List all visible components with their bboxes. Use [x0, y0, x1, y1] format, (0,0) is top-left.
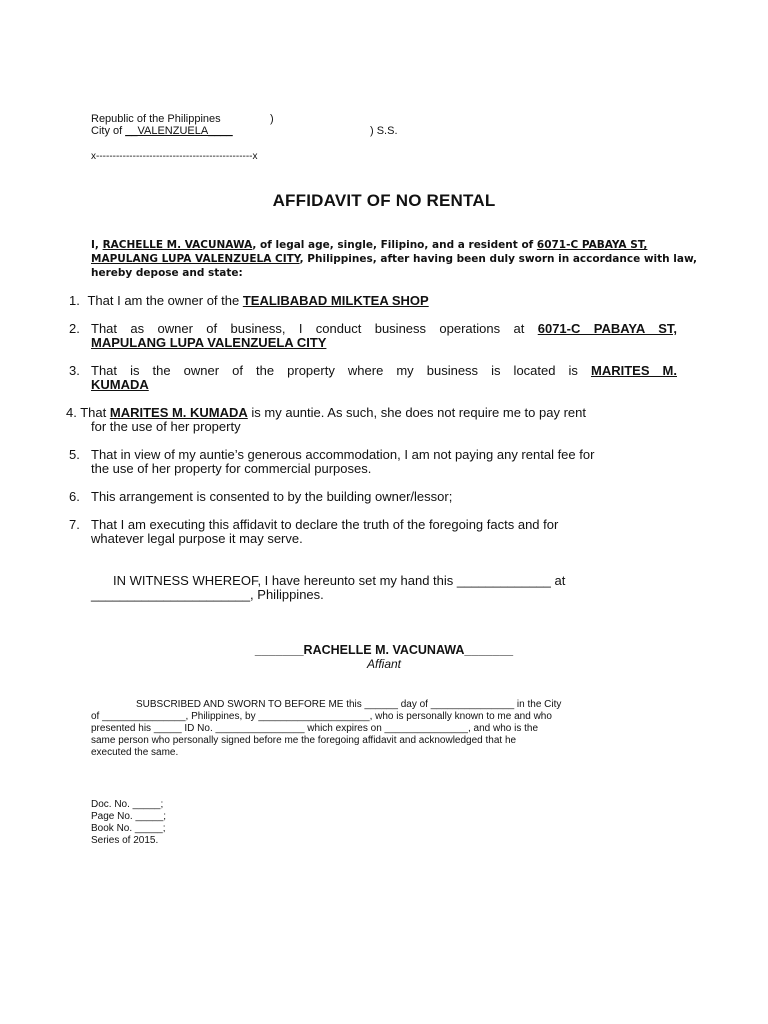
item-6-line-1: This arrangement is consented to by the building owner/lessor;: [91, 489, 453, 504]
header-republic: Republic of the Philippines: [91, 113, 221, 125]
item-2-line-1: That as owner of business, I conduct business operations at 6071-C PABAYA ST,: [91, 321, 677, 336]
owner-name: MARITES M. KUMADA: [109, 405, 248, 420]
item-3-line-2: KUMADA: [91, 377, 149, 392]
list-item: 7.: [69, 517, 80, 532]
jurat-line-2: of _______________, Philippines, by ____________________, who is personally known to me and who: [91, 711, 552, 722]
item-7-line-1: That I am executing this affidavit to declare the truth of the foregoing facts and for: [91, 517, 559, 532]
address-line-2: MAPULANG LUPA VALENZUELA CITY: [91, 253, 300, 265]
list-item: 6.: [69, 489, 80, 504]
doc-no: Doc. No. _____;: [91, 799, 164, 810]
jurat-line-3: presented his _____ ID No. ________________ which expires on _______________, and who is the: [91, 723, 539, 734]
item-4-line-2: for the use of her property: [91, 419, 241, 434]
header-separator: x-----------------------------------------------x: [91, 151, 258, 162]
list-item: 2.: [69, 321, 80, 336]
signature-role: Affiant: [366, 657, 402, 671]
list-item: 4. That MARITES M. KUMADA is my auntie. As such, she does not require me to pay rent: [66, 405, 586, 420]
item-7-line-2: whatever legal purpose it may serve.: [91, 531, 303, 546]
intro-line-1: I, RACHELLE M. VACUNAWA, of legal age, single, Filipino, and a resident of 6071-C PABAYA ST,: [91, 239, 648, 251]
jurat-line-5: executed the same.: [91, 747, 179, 758]
intro-line-3: hereby depose and state:: [91, 267, 243, 279]
page-title: AFFIDAVIT OF NO RENTAL: [272, 191, 496, 210]
header-city: [91, 125, 233, 137]
witness-line-1: IN WITNESS WHEREOF, I have hereunto set my hand this _____________ at: [113, 573, 566, 588]
shop-name: TEALIBABAD MILKTEA SHOP: [242, 293, 429, 308]
list-item: 1. That I am the owner of the TEALIBABAD MILKTEA SHOP: [69, 293, 429, 308]
address-line-1: 6071-C PABAYA ST,: [536, 239, 648, 251]
intro-line-2: MAPULANG LUPA VALENZUELA CITY, Philippines, after having been duly sworn in accordance with law,: [91, 253, 698, 265]
item-3-line-1: That is the owner of the property where my business is located is MARITES M.: [91, 363, 677, 378]
page-no: Page No. _____;: [91, 811, 167, 822]
item-2-line-2: MAPULANG LUPA VALENZUELA CITY: [91, 335, 327, 350]
book-no: Book No. _____;: [91, 823, 166, 834]
item-5-line-2: the use of her property for commercial purposes.: [91, 461, 372, 476]
jurat-line-1: SUBSCRIBED AND SWORN TO BEFORE ME this ______ day of _______________ in the City: [136, 699, 562, 710]
list-item: 3.: [69, 363, 80, 378]
series: Series of 2015.: [91, 835, 159, 846]
header-ss: ) S.S.: [370, 125, 398, 137]
header-city-prefix: City of: [91, 125, 123, 137]
affiant-name: RACHELLE M. VACUNAWA: [102, 239, 253, 251]
signature-name: _______RACHELLE M. VACUNAWA_______: [254, 643, 514, 657]
header-paren: ): [270, 113, 274, 125]
jurat-line-4: same person who personally signed before me the foregoing affidavit and acknowledged that he: [91, 735, 517, 746]
header-city-name: __VALENZUELA____: [125, 125, 233, 137]
list-item: 5.: [69, 447, 80, 462]
item-5-line-1: That in view of my auntie’s generous accommodation, I am not paying any rental fee for: [91, 447, 595, 462]
witness-line-2: ______________________, Philippines.: [91, 587, 324, 602]
